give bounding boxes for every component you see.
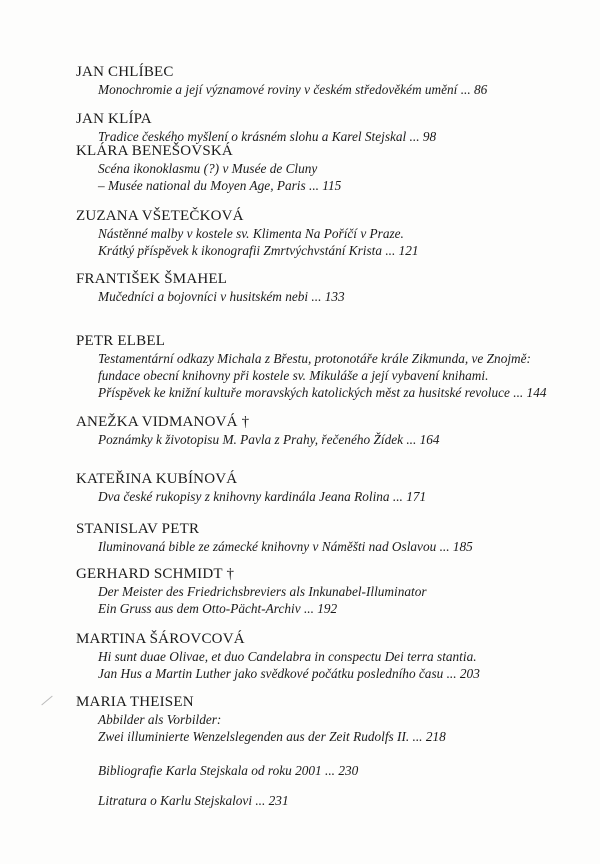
article-title-line: Dva české rukopisy z knihovny kardinála Jeana Rolina ... 171 <box>98 489 427 504</box>
toc-entry <box>76 694 446 745</box>
article-title-line: Der Meister des Friedrichsbreviers als Inkunabel-Illuminator <box>98 584 427 599</box>
toc-entry <box>76 521 473 555</box>
article-title-line: Iluminovaná bible ze zámecké knihovny v Náměšti nad Oslavou ... 185 <box>98 539 473 554</box>
toc-entry <box>76 208 419 259</box>
author-name: MARIA THEISEN <box>76 694 194 710</box>
author-name: JAN KLÍPA <box>76 111 152 127</box>
article-title-line: Ein Gruss aus dem Otto-Pächt-Archiv ... 192 <box>98 601 338 616</box>
article-title-line: Nástěnné malby v kostele sv. Klimenta Na Poříčí v Praze. <box>98 226 404 241</box>
article-title-line: Jan Hus a Martin Luther jako svědkové počátku posledního času ... 203 <box>98 666 480 681</box>
article-title-line: fundace obecní knihovny při kostele sv. Mikuláše a její vybavení knihami. <box>98 368 489 383</box>
article-title-line: Zwei illuminierte Wenzelslegenden aus der Zeit Rudolfs II. ... 218 <box>98 729 446 744</box>
article-title-line: Testamentární odkazy Michala z Břestu, protonotáře krále Zikmunda, ve Znojmě: <box>98 351 531 366</box>
article-title-line: – Musée national du Moyen Age, Paris ... 115 <box>98 178 342 193</box>
article-title-line: Tradice českého myšlení o krásném slohu a Karel Stejskal ... 98 <box>98 129 437 144</box>
article-title-line: Scéna ikonoklasmu (?) v Musée de Cluny <box>98 161 318 176</box>
scan-mark <box>41 696 52 706</box>
article-title-line: Monochromie a její významové roviny v českém středověkém umění ... 86 <box>98 82 488 97</box>
toc-entry <box>76 64 487 98</box>
author-name: ANEŽKA VIDMANOVÁ † <box>76 414 250 430</box>
article-title-line: Mučedníci a bojovníci v husitském nebi ... 133 <box>98 289 345 304</box>
toc-entry <box>76 333 547 401</box>
toc-entry <box>76 271 345 305</box>
author-name: STANISLAV PETR <box>76 521 200 537</box>
toc-entry <box>76 471 426 505</box>
toc-entry <box>76 143 341 194</box>
article-title-line: Abbilder als Vorbilder: <box>98 712 222 727</box>
author-name: GERHARD SCHMIDT † <box>76 566 235 582</box>
author-name: KATEŘINA KUBÍNOVÁ <box>76 471 238 487</box>
bibliography-entry: Bibliografie Karla Stejskala od roku 2001 ... 230 <box>98 763 359 778</box>
author-name: ZUZANA VŠETEČKOVÁ <box>76 208 244 224</box>
article-title-line: Krátký příspěvek k ikonografii Zmrtvýchvstání Krista ... 121 <box>98 243 419 258</box>
author-name: JAN CHLÍBEC <box>76 64 174 80</box>
toc-entry <box>76 111 436 145</box>
toc-entry <box>76 566 427 617</box>
article-title-line: Příspěvek ke knižní kultuře moravských katolických měst za husitské revoluce ... 144 <box>98 385 547 400</box>
article-title-line: Hi sunt duae Olivae, et duo Candelabra in conspectu Dei terra stantia. <box>98 649 477 664</box>
article-title-line: Poznámky k životopisu M. Pavla z Prahy, řečeného Žídek ... 164 <box>98 432 440 447</box>
author-name: FRANTIŠEK ŠMAHEL <box>76 271 228 287</box>
toc-entry <box>76 631 480 682</box>
literature-entry: Litratura o Karlu Stejskalovi ... 231 <box>98 793 289 808</box>
author-name: PETR ELBEL <box>76 333 166 349</box>
toc-entry <box>76 414 440 448</box>
author-name: MARTINA ŠÁROVCOVÁ <box>76 631 245 647</box>
author-name: KLÁRA BENEŠOVSKÁ <box>76 143 233 159</box>
